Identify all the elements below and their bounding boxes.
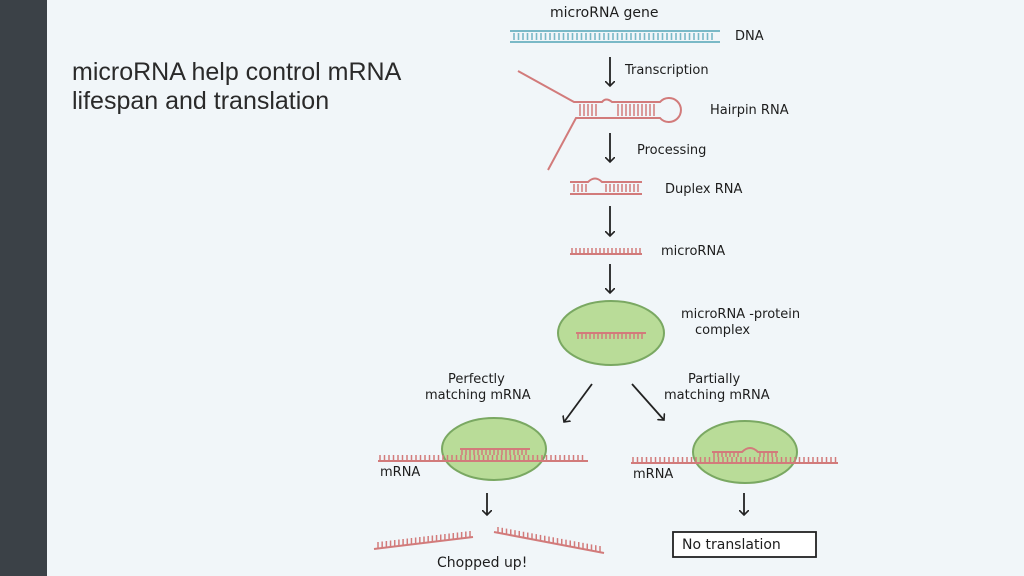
perfect-branch-arrow bbox=[564, 384, 592, 422]
chopped-mrna-fragments bbox=[374, 527, 604, 553]
microrna-gene-label: microRNA gene bbox=[550, 5, 659, 21]
mrna-label-right: mRNA bbox=[633, 467, 674, 482]
duplex-rna bbox=[570, 179, 642, 195]
partial-match-complex bbox=[693, 421, 797, 483]
dna-label: DNA bbox=[735, 29, 764, 44]
perfect-label-line-1: Perfectly bbox=[448, 372, 505, 387]
chopped-label: Chopped up! bbox=[437, 555, 528, 571]
transcription-label: Transcription bbox=[625, 63, 709, 78]
partial-branch-arrow bbox=[632, 384, 664, 420]
perfect-label-line-2: matching mRNA bbox=[425, 388, 531, 403]
partial-label-line-1: Partially bbox=[688, 372, 741, 387]
dna-strand bbox=[510, 31, 720, 42]
slide-title-line-2: lifespan and translation bbox=[72, 87, 330, 115]
no-translation-label: No translation bbox=[682, 537, 781, 553]
microrna-label: microRNA bbox=[661, 244, 726, 259]
duplex-rna-label: Duplex RNA bbox=[665, 182, 743, 197]
partial-label-line-2: matching mRNA bbox=[664, 388, 770, 403]
mrna-label-left: mRNA bbox=[380, 465, 421, 480]
complex-label-line-1: microRNA -protein bbox=[681, 307, 801, 322]
slide-title-line-1: microRNA help control mRNA bbox=[72, 58, 402, 86]
processing-label: Processing bbox=[637, 143, 707, 158]
complex-label-line-2: complex bbox=[695, 323, 751, 338]
microrna-strand bbox=[570, 248, 642, 254]
hairpin-rna-label: Hairpin RNA bbox=[710, 103, 789, 118]
